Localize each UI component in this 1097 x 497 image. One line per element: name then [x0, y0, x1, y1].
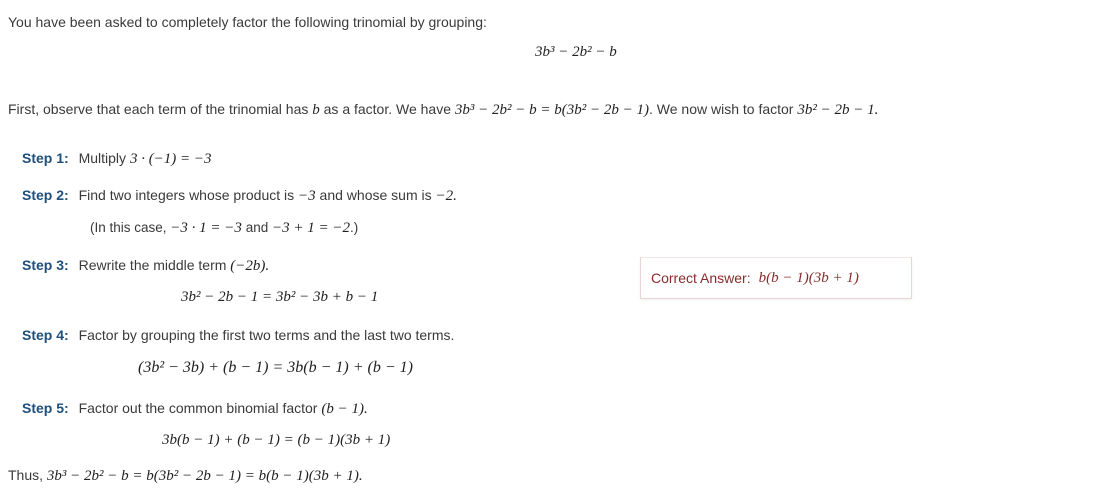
step-3-text: Rewrite the middle term	[78, 257, 227, 273]
conclusion-text: Thus,	[8, 467, 44, 483]
step-2-text: Find two integers whose product is	[78, 187, 295, 203]
step-3-label: Step 3:	[22, 257, 69, 273]
conclusion-math: 3b³ − 2b² − b = b(3b² − 2b − 1) = b(b − 1)(3b + 1).	[46, 468, 363, 484]
step-4-text: Factor by grouping the first two terms and the last two terms.	[78, 327, 455, 343]
step-4-equation: (3b² − 3b) + (b − 1) = 3b(b − 1) + (b − 1)	[138, 359, 413, 376]
observe-line	[8, 101, 878, 119]
observe-text2: as a factor. We have	[323, 101, 452, 117]
step-1-math: 3 · (−1) = −3	[129, 151, 212, 167]
intro-text: You have been asked to completely factor the following trinomial by grouping:	[8, 14, 487, 30]
observe-var: b	[312, 102, 320, 118]
step-5-equation: 3b(b − 1) + (b − 1) = (b − 1)(3b + 1)	[162, 432, 391, 448]
step-5-math: (b − 1).	[321, 401, 368, 417]
step-2-label: Step 2:	[22, 187, 69, 203]
step-3-math: (−2b).	[230, 258, 270, 274]
step-2-note-pre: (In this case,	[90, 220, 167, 235]
step-2-note-math: −3 · 1 = −3	[170, 220, 242, 236]
correct-answer-box	[640, 257, 912, 299]
observe-text: First, observe that each term of the trinomial has	[8, 101, 309, 117]
step-4-label: Step 4:	[22, 327, 69, 343]
step-2-math2: −2.	[435, 188, 457, 204]
observe-math: 3b³ − 2b² − b = b(3b² − 2b − 1)	[454, 102, 649, 118]
step-2-note-math2: −3 + 1 = −2	[271, 220, 350, 236]
step-3-equation: 3b² − 2b − 1 = 3b² − 3b + b − 1	[181, 289, 379, 305]
step-1	[22, 150, 212, 168]
step-2-note-post: .)	[349, 220, 359, 235]
conclusion	[8, 467, 363, 485]
step-5-label: Step 5:	[22, 400, 69, 416]
trinomial: 3b³ − 2b² − b	[535, 44, 617, 60]
step-2-text2: and whose sum is	[319, 187, 432, 203]
observe-math2: 3b² − 2b − 1.	[797, 102, 879, 118]
correct-answer-math: b(b − 1)(3b + 1)	[758, 269, 859, 286]
observe-text3: . We now wish to factor	[649, 101, 794, 117]
step-3	[22, 257, 269, 275]
step-1-label: Step 1:	[22, 150, 69, 166]
step-2-note-mid: and	[245, 220, 269, 235]
correct-answer-label: Correct Answer:	[651, 270, 751, 286]
step-2	[22, 187, 457, 205]
step-2-math: −3	[298, 188, 316, 204]
step-5-text: Factor out the common binomial factor	[78, 400, 318, 416]
step-2-note	[90, 220, 358, 237]
step-5	[22, 400, 368, 418]
step-1-text: Multiply	[78, 150, 127, 166]
step-4	[22, 327, 454, 343]
